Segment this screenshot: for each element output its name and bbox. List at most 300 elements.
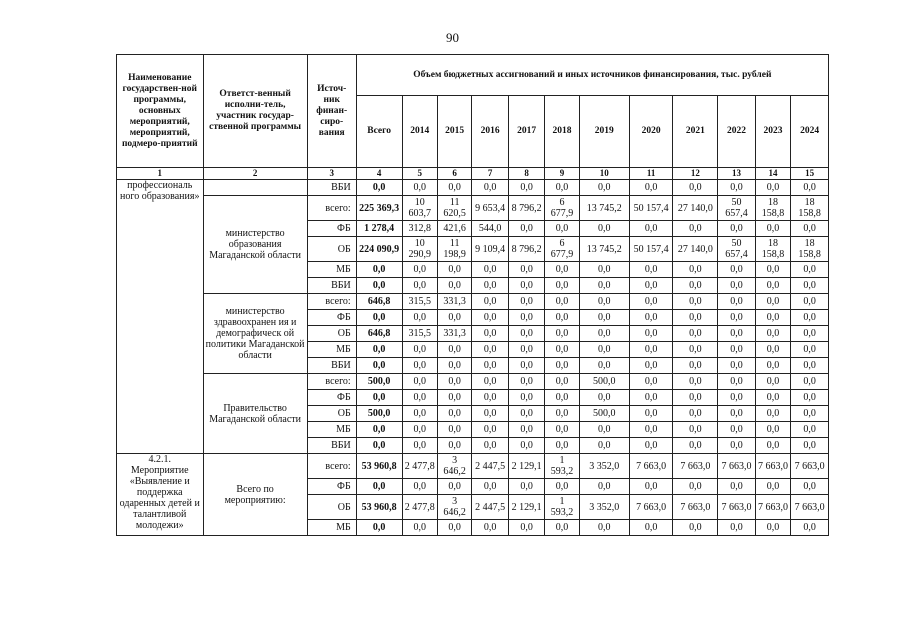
year-value-cell: 0,0 <box>629 390 673 406</box>
total-cell: 500,0 <box>356 406 402 422</box>
year-value-cell: 0,0 <box>545 221 579 237</box>
year-value-cell: 0,0 <box>673 221 718 237</box>
year-value-cell: 0,0 <box>791 390 829 406</box>
total-cell: 0,0 <box>356 390 402 406</box>
funding-source: ВБИ <box>307 180 356 196</box>
total-cell: 0,0 <box>356 278 402 294</box>
header-year: 2015 <box>437 96 471 168</box>
year-value-cell: 0,0 <box>402 310 437 326</box>
year-value-cell: 0,0 <box>579 438 629 454</box>
header-year: 2023 <box>755 96 790 168</box>
year-value-cell: 0,0 <box>791 406 829 422</box>
year-value-cell: 7 663,0 <box>718 495 756 520</box>
year-value-cell: 0,0 <box>437 438 471 454</box>
year-value-cell: 0,0 <box>402 278 437 294</box>
year-value-cell: 7 663,0 <box>791 495 829 520</box>
year-value-cell: 0,0 <box>673 520 718 536</box>
year-value-cell: 0,0 <box>629 294 673 310</box>
year-value-cell: 0,0 <box>472 294 508 310</box>
funding-source: МБ <box>307 520 356 536</box>
funding-source: ОБ <box>307 495 356 520</box>
year-value-cell: 0,0 <box>472 438 508 454</box>
table-row <box>117 454 829 479</box>
year-value-cell: 0,0 <box>437 374 471 390</box>
year-value-cell: 1 593,2 <box>545 495 579 520</box>
year-value-cell: 0,0 <box>755 374 790 390</box>
year-value-cell: 0,0 <box>673 180 718 196</box>
year-value-cell: 421,6 <box>437 221 471 237</box>
year-value-cell: 0,0 <box>508 310 544 326</box>
year-value-cell: 0,0 <box>673 390 718 406</box>
column-index: 1 <box>117 168 204 180</box>
year-value-cell: 0,0 <box>508 221 544 237</box>
year-value-cell: 315,5 <box>402 294 437 310</box>
year-value-cell: 0,0 <box>629 221 673 237</box>
funding-source: всего: <box>307 454 356 479</box>
year-value-cell: 0,0 <box>472 520 508 536</box>
year-value-cell: 0,0 <box>718 326 756 342</box>
year-value-cell: 0,0 <box>755 262 790 278</box>
year-value-cell: 0,0 <box>755 520 790 536</box>
year-value-cell: 0,0 <box>545 342 579 358</box>
year-value-cell: 0,0 <box>579 221 629 237</box>
year-value-cell: 0,0 <box>508 326 544 342</box>
funding-source: МБ <box>307 342 356 358</box>
year-value-cell: 0,0 <box>718 374 756 390</box>
year-value-cell: 0,0 <box>402 520 437 536</box>
year-value-cell: 0,0 <box>402 479 437 495</box>
header-year: 2024 <box>791 96 829 168</box>
year-value-cell: 0,0 <box>472 278 508 294</box>
year-value-cell: 312,8 <box>402 221 437 237</box>
year-value-cell: 50 157,4 <box>629 196 673 221</box>
year-value-cell: 3 646,2 <box>437 454 471 479</box>
year-value-cell: 0,0 <box>718 180 756 196</box>
year-value-cell: 0,0 <box>629 326 673 342</box>
year-value-cell: 0,0 <box>629 438 673 454</box>
year-value-cell: 0,0 <box>545 520 579 536</box>
year-value-cell: 0,0 <box>579 294 629 310</box>
total-cell: 53 960,8 <box>356 454 402 479</box>
total-cell: 0,0 <box>356 422 402 438</box>
year-value-cell: 0,0 <box>402 406 437 422</box>
year-value-cell: 0,0 <box>402 180 437 196</box>
year-value-cell: 7 663,0 <box>718 454 756 479</box>
total-cell: 0,0 <box>356 310 402 326</box>
year-value-cell: 7 663,0 <box>791 454 829 479</box>
responsible-executor: Правительство Магаданской области <box>203 374 307 454</box>
year-value-cell: 0,0 <box>545 180 579 196</box>
year-value-cell: 0,0 <box>579 479 629 495</box>
funding-source: МБ <box>307 262 356 278</box>
year-value-cell: 0,0 <box>718 358 756 374</box>
year-value-cell: 0,0 <box>791 374 829 390</box>
column-index: 6 <box>437 168 471 180</box>
year-value-cell: 2 477,8 <box>402 495 437 520</box>
year-value-cell: 0,0 <box>402 262 437 278</box>
year-value-cell: 0,0 <box>472 479 508 495</box>
year-value-cell: 27 140,0 <box>673 196 718 221</box>
header-program: Наименование государствен-ной программы, основных мероприятий, мероприятий, подмеро-приятий <box>117 55 204 168</box>
column-index: 11 <box>629 168 673 180</box>
year-value-cell: 0,0 <box>791 310 829 326</box>
year-value-cell: 544,0 <box>472 221 508 237</box>
year-value-cell: 0,0 <box>791 438 829 454</box>
year-value-cell: 0,0 <box>791 221 829 237</box>
funding-source: ФБ <box>307 221 356 237</box>
year-value-cell: 9 109,4 <box>472 237 508 262</box>
year-value-cell: 0,0 <box>755 294 790 310</box>
column-index: 9 <box>545 168 579 180</box>
year-value-cell: 0,0 <box>755 479 790 495</box>
column-index: 10 <box>579 168 629 180</box>
year-value-cell: 0,0 <box>791 520 829 536</box>
year-value-cell: 0,0 <box>508 406 544 422</box>
year-value-cell: 0,0 <box>718 406 756 422</box>
year-value-cell: 0,0 <box>437 390 471 406</box>
year-value-cell: 0,0 <box>508 479 544 495</box>
year-value-cell: 0,0 <box>545 262 579 278</box>
year-value-cell: 0,0 <box>629 262 673 278</box>
year-value-cell: 0,0 <box>545 310 579 326</box>
year-value-cell: 0,0 <box>579 262 629 278</box>
total-cell: 53 960,8 <box>356 495 402 520</box>
year-value-cell: 0,0 <box>718 262 756 278</box>
year-value-cell: 0,0 <box>472 390 508 406</box>
year-value-cell: 0,0 <box>402 358 437 374</box>
year-value-cell: 0,0 <box>579 310 629 326</box>
year-value-cell: 0,0 <box>437 358 471 374</box>
column-index: 4 <box>356 168 402 180</box>
year-value-cell: 13 745,2 <box>579 196 629 221</box>
year-value-cell: 0,0 <box>508 180 544 196</box>
year-value-cell: 0,0 <box>791 262 829 278</box>
year-value-cell: 6 677,9 <box>545 237 579 262</box>
column-index: 3 <box>307 168 356 180</box>
year-value-cell: 0,0 <box>508 520 544 536</box>
year-value-cell: 0,0 <box>755 221 790 237</box>
year-value-cell: 0,0 <box>755 326 790 342</box>
funding-source: ВБИ <box>307 278 356 294</box>
year-value-cell: 50 657,4 <box>718 237 756 262</box>
year-value-cell: 331,3 <box>437 326 471 342</box>
total-cell: 0,0 <box>356 479 402 495</box>
year-value-cell: 0,0 <box>472 326 508 342</box>
year-value-cell: 0,0 <box>673 422 718 438</box>
budget-table <box>116 54 829 536</box>
year-value-cell: 0,0 <box>508 390 544 406</box>
year-value-cell: 0,0 <box>791 278 829 294</box>
year-value-cell: 0,0 <box>673 310 718 326</box>
year-value-cell: 0,0 <box>545 406 579 422</box>
header-total: Всего <box>356 96 402 168</box>
year-value-cell: 10 290,9 <box>402 237 437 262</box>
year-value-cell: 0,0 <box>402 374 437 390</box>
year-value-cell: 0,0 <box>673 406 718 422</box>
header-year: 2022 <box>718 96 756 168</box>
year-value-cell: 0,0 <box>402 390 437 406</box>
year-value-cell: 0,0 <box>472 342 508 358</box>
year-value-cell: 0,0 <box>755 310 790 326</box>
year-value-cell: 0,0 <box>673 278 718 294</box>
header-responsible: Ответст-венный исполни-тель, участник государ-ственной программы <box>203 55 307 168</box>
year-value-cell: 0,0 <box>402 438 437 454</box>
year-value-cell: 7 663,0 <box>629 454 673 479</box>
column-index: 8 <box>508 168 544 180</box>
year-value-cell: 0,0 <box>508 358 544 374</box>
total-cell: 1 278,4 <box>356 221 402 237</box>
year-value-cell: 0,0 <box>472 374 508 390</box>
year-value-cell: 0,0 <box>791 294 829 310</box>
year-value-cell: 500,0 <box>579 374 629 390</box>
header-year: 2021 <box>673 96 718 168</box>
year-value-cell: 0,0 <box>437 262 471 278</box>
column-index: 15 <box>791 168 829 180</box>
year-value-cell: 0,0 <box>508 294 544 310</box>
year-value-cell: 0,0 <box>718 221 756 237</box>
table-row <box>117 374 829 390</box>
year-value-cell: 0,0 <box>579 278 629 294</box>
year-value-cell: 331,3 <box>437 294 471 310</box>
year-value-cell: 13 745,2 <box>579 237 629 262</box>
funding-source: ВБИ <box>307 438 356 454</box>
year-value-cell: 0,0 <box>629 374 673 390</box>
total-cell: 500,0 <box>356 374 402 390</box>
year-value-cell: 0,0 <box>508 422 544 438</box>
year-value-cell: 0,0 <box>629 479 673 495</box>
year-value-cell: 11 620,5 <box>437 196 471 221</box>
year-value-cell: 0,0 <box>472 406 508 422</box>
year-value-cell: 0,0 <box>472 422 508 438</box>
year-value-cell: 0,0 <box>791 479 829 495</box>
header-year: 2020 <box>629 96 673 168</box>
year-value-cell: 0,0 <box>402 422 437 438</box>
year-value-cell: 18 158,8 <box>755 237 790 262</box>
year-value-cell: 0,0 <box>755 422 790 438</box>
year-value-cell: 0,0 <box>755 390 790 406</box>
year-value-cell: 0,0 <box>755 278 790 294</box>
year-value-cell: 0,0 <box>472 310 508 326</box>
funding-source: ФБ <box>307 390 356 406</box>
year-value-cell: 0,0 <box>673 358 718 374</box>
year-value-cell: 0,0 <box>545 390 579 406</box>
year-value-cell: 0,0 <box>629 310 673 326</box>
year-value-cell: 0,0 <box>472 358 508 374</box>
year-value-cell: 0,0 <box>718 422 756 438</box>
program-name: 4.2.1. Мероприятие «Выявление и поддержка одаренных детей и талантливой молодежи» <box>117 454 204 536</box>
year-value-cell: 0,0 <box>718 278 756 294</box>
total-cell: 0,0 <box>356 520 402 536</box>
table-row <box>117 196 829 221</box>
year-value-cell: 2 129,1 <box>508 495 544 520</box>
year-value-cell: 27 140,0 <box>673 237 718 262</box>
year-value-cell: 2 447,5 <box>472 454 508 479</box>
header-year: 2017 <box>508 96 544 168</box>
year-value-cell: 50 657,4 <box>718 196 756 221</box>
year-value-cell: 0,0 <box>545 479 579 495</box>
year-value-cell: 8 796,2 <box>508 196 544 221</box>
year-value-cell: 0,0 <box>718 294 756 310</box>
year-value-cell: 2 129,1 <box>508 454 544 479</box>
funding-source: ОБ <box>307 406 356 422</box>
year-value-cell: 0,0 <box>673 374 718 390</box>
year-value-cell: 0,0 <box>545 278 579 294</box>
responsible-executor <box>203 180 307 196</box>
header-year: 2019 <box>579 96 629 168</box>
year-value-cell: 9 653,4 <box>472 196 508 221</box>
header-year: 2018 <box>545 96 579 168</box>
column-index: 2 <box>203 168 307 180</box>
year-value-cell: 2 477,8 <box>402 454 437 479</box>
year-value-cell: 0,0 <box>791 180 829 196</box>
year-value-cell: 50 157,4 <box>629 237 673 262</box>
total-cell: 0,0 <box>356 358 402 374</box>
page-number: 90 <box>446 30 459 45</box>
year-value-cell: 8 796,2 <box>508 237 544 262</box>
year-value-cell: 0,0 <box>673 262 718 278</box>
funding-source: МБ <box>307 422 356 438</box>
year-value-cell: 7 663,0 <box>673 454 718 479</box>
column-index: 5 <box>402 168 437 180</box>
year-value-cell: 0,0 <box>437 479 471 495</box>
year-value-cell: 0,0 <box>579 390 629 406</box>
year-value-cell: 0,0 <box>718 342 756 358</box>
year-value-cell: 7 663,0 <box>629 495 673 520</box>
year-value-cell: 0,0 <box>472 180 508 196</box>
funding-source: ОБ <box>307 326 356 342</box>
year-value-cell: 0,0 <box>755 438 790 454</box>
year-value-cell: 1 593,2 <box>545 454 579 479</box>
year-value-cell: 0,0 <box>437 520 471 536</box>
column-index: 13 <box>718 168 756 180</box>
year-value-cell: 0,0 <box>508 374 544 390</box>
year-value-cell: 0,0 <box>718 438 756 454</box>
table-row <box>117 180 829 196</box>
year-value-cell: 0,0 <box>579 180 629 196</box>
year-value-cell: 0,0 <box>437 422 471 438</box>
responsible-executor: Всего по мероприятию: <box>203 454 307 536</box>
year-value-cell: 0,0 <box>579 326 629 342</box>
year-value-cell: 0,0 <box>673 294 718 310</box>
year-value-cell: 0,0 <box>791 342 829 358</box>
year-value-cell: 0,0 <box>673 326 718 342</box>
responsible-executor: министерство здравоохранен ия и демографическ ой политики Магаданской области <box>203 294 307 374</box>
total-cell: 225 369,3 <box>356 196 402 221</box>
year-value-cell: 11 198,9 <box>437 237 471 262</box>
year-value-cell: 0,0 <box>437 180 471 196</box>
year-value-cell: 0,0 <box>629 278 673 294</box>
total-cell: 0,0 <box>356 180 402 196</box>
year-value-cell: 0,0 <box>437 310 471 326</box>
year-value-cell: 0,0 <box>755 406 790 422</box>
year-value-cell: 315,5 <box>402 326 437 342</box>
year-value-cell: 7 663,0 <box>673 495 718 520</box>
year-value-cell: 7 663,0 <box>755 454 790 479</box>
year-value-cell: 0,0 <box>791 422 829 438</box>
funding-source: всего: <box>307 294 356 310</box>
total-cell: 0,0 <box>356 262 402 278</box>
table-row <box>117 294 829 310</box>
year-value-cell: 0,0 <box>755 180 790 196</box>
year-value-cell: 0,0 <box>402 342 437 358</box>
year-value-cell: 0,0 <box>508 278 544 294</box>
year-value-cell: 2 447,5 <box>472 495 508 520</box>
year-value-cell: 6 677,9 <box>545 196 579 221</box>
column-index: 14 <box>755 168 790 180</box>
column-index: 7 <box>472 168 508 180</box>
year-value-cell: 0,0 <box>673 438 718 454</box>
year-value-cell: 3 352,0 <box>579 454 629 479</box>
funding-source: всего: <box>307 196 356 221</box>
year-value-cell: 0,0 <box>791 358 829 374</box>
year-value-cell: 0,0 <box>545 326 579 342</box>
funding-source: всего: <box>307 374 356 390</box>
year-value-cell: 0,0 <box>718 479 756 495</box>
total-cell: 0,0 <box>356 342 402 358</box>
total-cell: 224 090,9 <box>356 237 402 262</box>
year-value-cell: 0,0 <box>545 422 579 438</box>
year-value-cell: 0,0 <box>437 342 471 358</box>
year-value-cell: 18 158,8 <box>755 196 790 221</box>
funding-source: ОБ <box>307 237 356 262</box>
funding-source: ФБ <box>307 479 356 495</box>
year-value-cell: 0,0 <box>545 438 579 454</box>
total-cell: 646,8 <box>356 294 402 310</box>
header-source: Источ-ник финан-сиро-вания <box>307 55 356 168</box>
year-value-cell: 0,0 <box>629 422 673 438</box>
year-value-cell: 0,0 <box>718 310 756 326</box>
year-value-cell: 0,0 <box>579 520 629 536</box>
funding-source: ФБ <box>307 310 356 326</box>
year-value-cell: 0,0 <box>755 342 790 358</box>
year-value-cell: 3 352,0 <box>579 495 629 520</box>
year-value-cell: 0,0 <box>545 374 579 390</box>
year-value-cell: 0,0 <box>508 438 544 454</box>
total-cell: 0,0 <box>356 438 402 454</box>
year-value-cell: 0,0 <box>508 262 544 278</box>
year-value-cell: 3 646,2 <box>437 495 471 520</box>
year-value-cell: 0,0 <box>629 358 673 374</box>
column-index: 12 <box>673 168 718 180</box>
year-value-cell: 0,0 <box>629 406 673 422</box>
year-value-cell: 0,0 <box>755 358 790 374</box>
year-value-cell: 0,0 <box>629 520 673 536</box>
year-value-cell: 0,0 <box>437 278 471 294</box>
year-value-cell: 500,0 <box>579 406 629 422</box>
year-value-cell: 7 663,0 <box>755 495 790 520</box>
header-volume: Объем бюджетных ассигнований и иных источников финансирования, тыс. рублей <box>356 55 828 96</box>
header-year: 2016 <box>472 96 508 168</box>
year-value-cell: 0,0 <box>545 358 579 374</box>
year-value-cell: 0,0 <box>629 180 673 196</box>
year-value-cell: 0,0 <box>791 326 829 342</box>
year-value-cell: 0,0 <box>545 294 579 310</box>
year-value-cell: 0,0 <box>579 342 629 358</box>
year-value-cell: 10 603,7 <box>402 196 437 221</box>
program-name: профессиональ ного образования» <box>117 180 204 454</box>
year-value-cell: 0,0 <box>673 479 718 495</box>
funding-source: ВБИ <box>307 358 356 374</box>
year-value-cell: 0,0 <box>673 342 718 358</box>
year-value-cell: 0,0 <box>472 262 508 278</box>
year-value-cell: 18 158,8 <box>791 237 829 262</box>
year-value-cell: 0,0 <box>579 358 629 374</box>
year-value-cell: 0,0 <box>437 406 471 422</box>
year-value-cell: 0,0 <box>718 520 756 536</box>
total-cell: 646,8 <box>356 326 402 342</box>
year-value-cell: 0,0 <box>629 342 673 358</box>
year-value-cell: 18 158,8 <box>791 196 829 221</box>
